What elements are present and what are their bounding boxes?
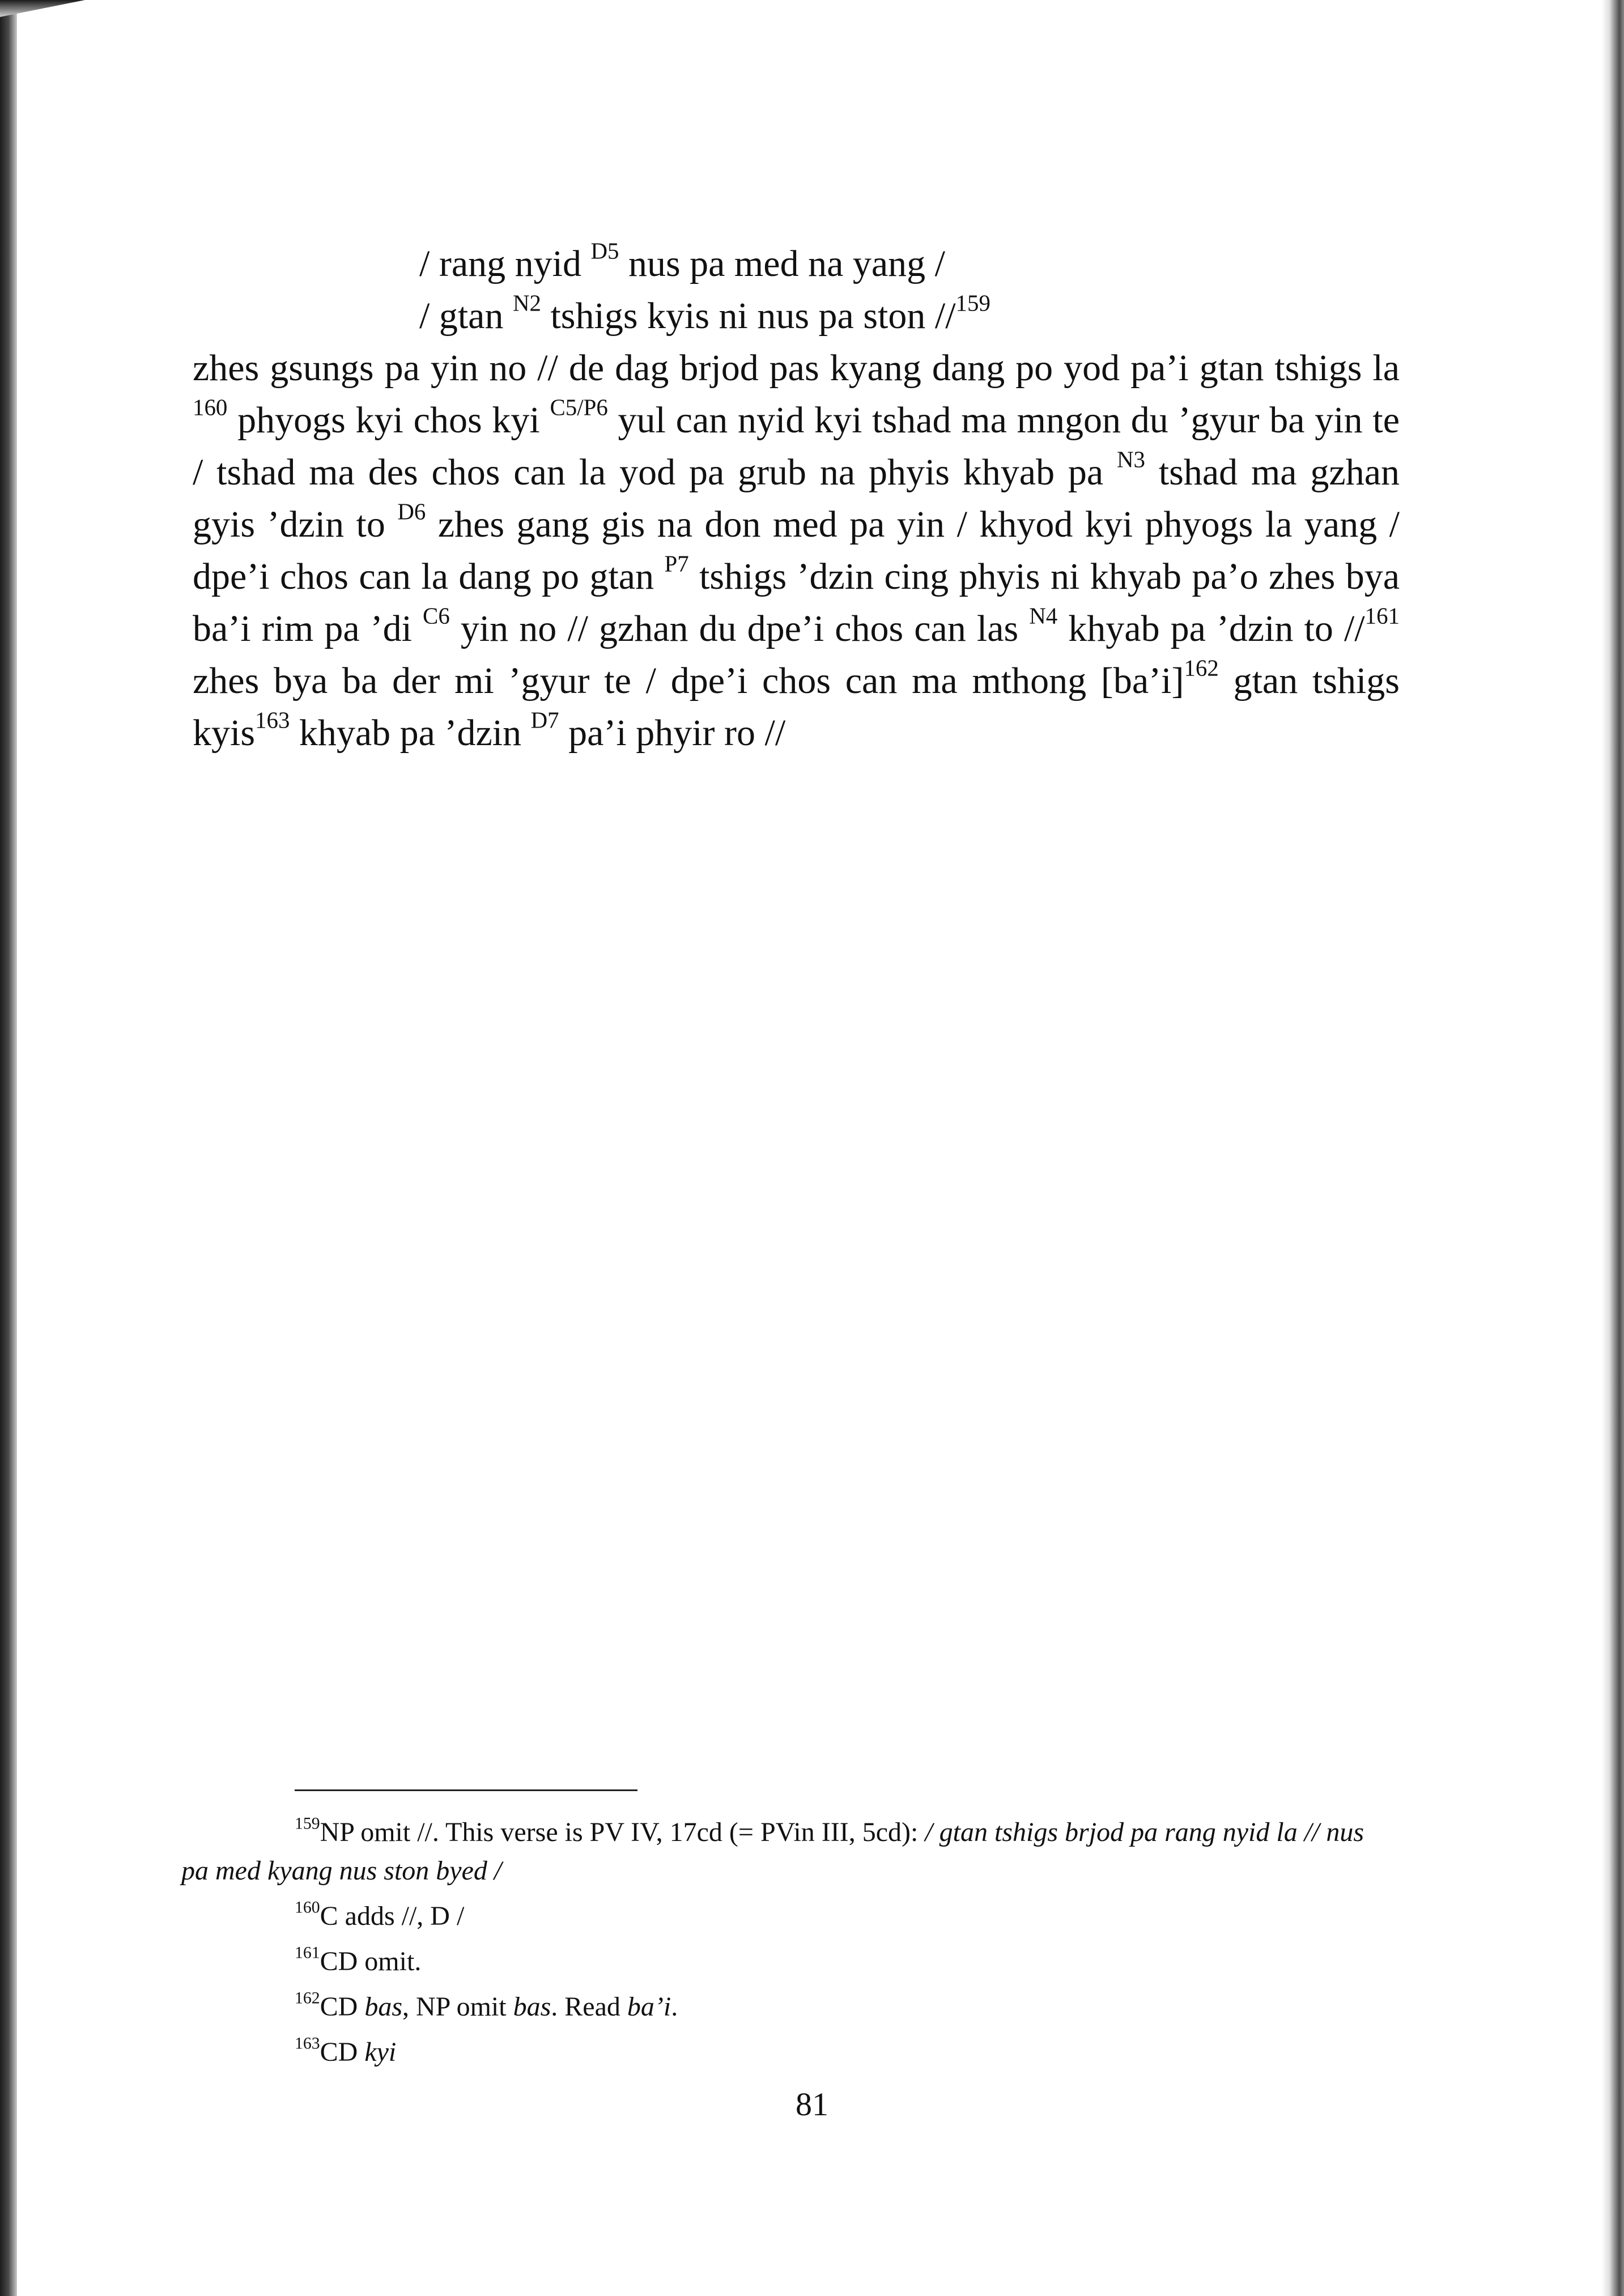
variant-marker: C6 <box>423 603 450 629</box>
variant-marker: C5/P6 <box>550 394 608 420</box>
footnote-italic-text: kyi <box>364 2037 397 2067</box>
footnote-text: CD <box>320 2037 365 2067</box>
prose-text: zhes bya ba der mi ’gyur te / dpe’i chos can ma mthong [ba’i] <box>193 660 1184 701</box>
page-number: 81 <box>796 2086 828 2123</box>
footnote-italic-text: ba’i <box>627 1992 671 2022</box>
footnote-text: . Read <box>551 1992 627 2022</box>
footnote-text: CD omit. <box>320 1946 422 1976</box>
footnote-163 <box>181 2033 1388 2072</box>
variant-marker: D6 <box>397 499 426 525</box>
scan-edge-right <box>1601 0 1624 2296</box>
footnote-italic-text: bas <box>364 1992 402 2022</box>
footnote-divider <box>295 1789 637 1791</box>
footnote-159 <box>181 1813 1388 1890</box>
scan-edge-top <box>0 0 85 17</box>
footnote-italic-text: / gtan tshigs brjod pa rang nyid la // nus pa med kyang nus ston byed / <box>181 1817 1364 1886</box>
footnote-160 <box>181 1897 1388 1936</box>
prose-text: khyab pa ’dzin <box>290 712 531 754</box>
prose-text: yin no // gzhan du dpe’i chos can las <box>449 608 1030 649</box>
verse-text: tshigs kyis ni nus pa ston // <box>541 295 956 337</box>
variant-marker: N4 <box>1029 603 1058 629</box>
footnote-number: 163 <box>295 2034 320 2053</box>
footnote-161 <box>181 1942 1388 1981</box>
prose-paragraph <box>193 342 1400 759</box>
verse-line-1 <box>193 238 1400 290</box>
footnote-text: NP omit //. This verse is PV IV, 17cd (= PVin III, 5cd): <box>320 1817 925 1847</box>
scan-edge-left <box>0 0 17 2296</box>
prose-text: pa’i phyir ro // <box>559 712 786 754</box>
footnote-text: CD <box>320 1992 365 2022</box>
footnote-number: 162 <box>295 1988 320 2008</box>
footnote-number: 160 <box>295 1898 320 1917</box>
prose-text: zhes gsungs pa yin no // de dag brjod pas kyang dang po yod pa’i gtan tshigs la <box>193 347 1400 389</box>
verse-line-2 <box>193 290 1400 342</box>
verse-text: nus pa med na yang / <box>619 243 945 284</box>
prose-text: gtan tshigs kyis <box>193 660 1400 754</box>
footnote-text: , NP omit <box>402 1992 513 2022</box>
footnote-ref: 161 <box>1364 603 1400 629</box>
variant-marker: N3 <box>1117 447 1146 473</box>
footnote-162 <box>181 1988 1388 2026</box>
variant-marker: P7 <box>664 551 689 577</box>
prose-text: tshigs ’dzin cing phyis ni khyab pa’o zhes bya ba’i rim pa ’di <box>193 556 1400 649</box>
prose-text: tshad ma gzhan gyis ’dzin to <box>193 452 1400 545</box>
footnote-number: 161 <box>295 1943 320 1962</box>
prose-text: yul can nyid kyi tshad ma mngon du ’gyur ba yin te / tshad ma des chos can la yod pa grub na phyis khyab pa <box>193 399 1400 493</box>
prose-text: phyogs kyi chos kyi <box>227 399 550 441</box>
footnote-ref: 160 <box>193 394 228 420</box>
prose-text: khyab pa ’dzin to // <box>1057 608 1365 649</box>
variant-marker: D5 <box>590 238 619 264</box>
variant-marker: D7 <box>530 707 559 733</box>
footnote-italic-text: bas <box>513 1992 551 2022</box>
footnote-ref: 162 <box>1184 655 1219 681</box>
footnote-number: 159 <box>295 1814 320 1833</box>
main-text <box>193 238 1400 759</box>
footnotes <box>181 1813 1388 2078</box>
footnote-ref: 163 <box>255 707 290 733</box>
prose-text: zhes gang gis na don med pa yin / khyod kyi phyogs la yang / dpe’i chos can la dang po gtan <box>193 504 1400 597</box>
verse-text: / gtan <box>419 295 513 337</box>
variant-marker: N2 <box>512 290 541 316</box>
footnote-ref: 159 <box>955 290 990 316</box>
footnote-text: . <box>671 1992 678 2022</box>
footnote-text: C adds //, D / <box>320 1901 465 1931</box>
verse-text: / rang nyid <box>419 243 591 284</box>
